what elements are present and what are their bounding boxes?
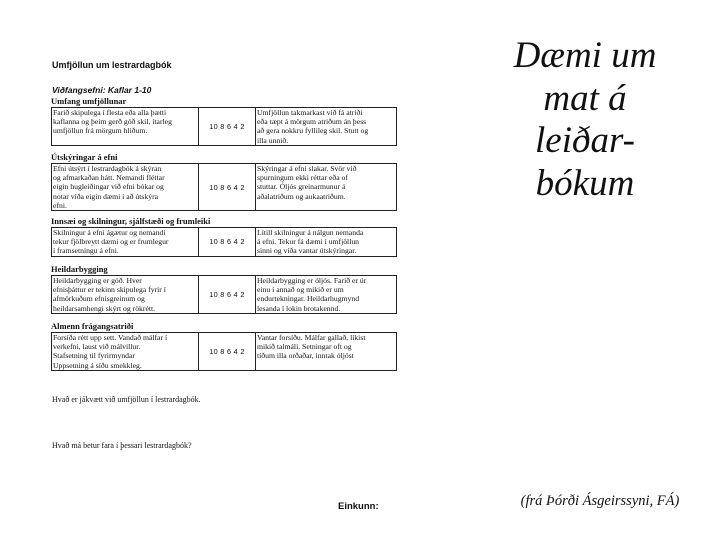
document-title: Umfjöllun um lestrardagbók	[52, 60, 172, 70]
criteria-line: lesanda í lokin brotakennd.	[257, 303, 341, 313]
document-subtitle: Viðfangsefni: Kaflar 1-10	[52, 85, 152, 95]
criteria-line: Heildarbygging er óljós. Farið er úr	[257, 276, 367, 285]
criteria-line: Skilningur á efni ágætur og nemandi	[53, 228, 166, 237]
criteria-high	[51, 108, 199, 145]
criteria-line: spurningum ekki réttar eða of	[257, 173, 348, 183]
slide-title-line: Dæmi um	[513, 35, 657, 76]
score-scale: 10 8 6 4 2	[209, 121, 245, 131]
criteria-line: efnisþáttur er tekinn skipulega fyrir í	[53, 285, 166, 295]
rubric-section-insight	[51, 216, 397, 257]
criteria-line: sinni og víða vantar útskýringar.	[257, 246, 357, 256]
score-scale: 10 8 6 4 2	[209, 346, 245, 356]
criteria-line: og afmarkaðan hátt. Nemandi fléttar	[53, 173, 165, 183]
criteria-line: heildarsamhengi skýrt og rökrétt.	[53, 303, 156, 313]
criteria-high	[51, 164, 199, 210]
criteria-line: efni.	[53, 200, 67, 210]
criteria-line: á efni. Tekur fá dæmi í umfjöllun	[257, 237, 360, 247]
criteria-line: eigin hugleiðingar við efni bókar og	[53, 182, 164, 192]
criteria-line: Efni útsýrt í lestrardagbók á skýran	[53, 164, 162, 173]
criteria-line: Uppsetning á síðu smekkleg.	[53, 360, 142, 370]
criteria-line: aðalatriðum og aukaatriðum.	[257, 191, 346, 201]
criteria-high	[51, 276, 199, 313]
criteria-line: illa unnið.	[257, 135, 289, 145]
criteria-line: verkefni, laust við málvillur.	[53, 342, 141, 352]
criteria-line: Skýringar á efni slakar. Svör við	[257, 164, 357, 173]
question-improve: Hvað má betur fara í þessari lestrardagbók?	[52, 441, 192, 450]
score-scale: 10 8 6 4 2	[209, 237, 245, 247]
criteria-low	[255, 333, 397, 370]
criteria-line: eða tæpt á mörgum atriðum án þess	[257, 117, 367, 127]
section-heading: Almenn frágangsatriði	[51, 321, 134, 331]
question-positive: Hvað er jákvætt við umfjöllun í lestrardagbók.	[52, 395, 201, 404]
rubric-document	[40, 40, 410, 520]
score-scale: 10 8 6 4 2	[209, 182, 245, 192]
criteria-line: Lítill skilningur á nálgun nemanda	[257, 228, 364, 237]
criteria-line: umfjöllun frá mörgum hliðum.	[53, 126, 148, 136]
section-heading: Útskýringar á efni	[51, 152, 118, 162]
rubric-section-scope	[51, 96, 397, 146]
slide-title	[470, 35, 700, 205]
slide-title-line: leiðar-	[535, 120, 635, 161]
criteria-line: notar víða eigin dæmi í að útskýra	[53, 191, 159, 201]
criteria-line: Umfjöllun takmarkast við fá atriði	[257, 108, 363, 117]
source-credit: (frá Þórði Ásgeirssyni, FÁ)	[520, 493, 680, 509]
criteria-low	[255, 228, 397, 256]
criteria-line: að gera nokkru fyllileg skil. Stutt og	[257, 126, 369, 136]
section-heading: Heildarbygging	[51, 264, 108, 274]
criteria-line: kaflanna og þeim gerð góð skil, ítarleg	[53, 117, 172, 127]
criteria-low	[255, 108, 397, 145]
criteria-line: Farið skipulega í flesta eða alla þætti	[53, 108, 167, 117]
criteria-high	[51, 333, 199, 370]
section-heading: Umfang umfjöllunar	[51, 96, 127, 106]
section-grid	[51, 163, 397, 211]
slide-title-line: mat á	[543, 77, 627, 119]
section-grid	[51, 227, 397, 257]
rubric-section-structure	[51, 264, 397, 314]
criteria-line: endurtekningar. Heildarhugmynd	[257, 294, 360, 304]
rubric-section-formatting	[51, 321, 397, 371]
criteria-line: stuttar. Óljós greinarmunur á	[257, 182, 346, 192]
score-scale: 10 8 6 4 2	[209, 289, 245, 299]
criteria-line: tekur fjölbreytt dæmi og er frumlegur	[53, 237, 169, 247]
criteria-line: einu í annað og mikið er um	[257, 285, 344, 295]
section-grid	[51, 107, 397, 146]
criteria-high	[51, 228, 199, 256]
section-grid	[51, 275, 397, 314]
criteria-line: mikið talmáli. Setningar oft og	[257, 342, 352, 352]
criteria-line: Vantar forsíðu. Málfar gallað, líkist	[257, 333, 366, 342]
slide-title-line: bókum	[535, 162, 635, 204]
criteria-low	[255, 276, 397, 313]
section-heading: Innsæi og skilningur, sjálfstæði og frumleiki	[51, 216, 211, 226]
criteria-line: Heildarbygging er góð. Hver	[53, 276, 142, 285]
criteria-line: afmörkuðum efnisgreinum og	[53, 294, 145, 304]
criteria-line: Stafsetning til fyrirmyndar	[53, 351, 135, 361]
criteria-low	[255, 164, 397, 210]
rubric-section-explanations	[51, 152, 397, 211]
criteria-line: í framsetningu á efni.	[53, 246, 119, 256]
section-grid	[51, 332, 397, 371]
criteria-line: Forsíða rétt upp sett. Vandað málfar í	[53, 333, 168, 342]
criteria-line: tíðum illa orðaðar, inntak óljóst	[257, 351, 354, 361]
grade-label: Einkunn:	[338, 501, 379, 512]
